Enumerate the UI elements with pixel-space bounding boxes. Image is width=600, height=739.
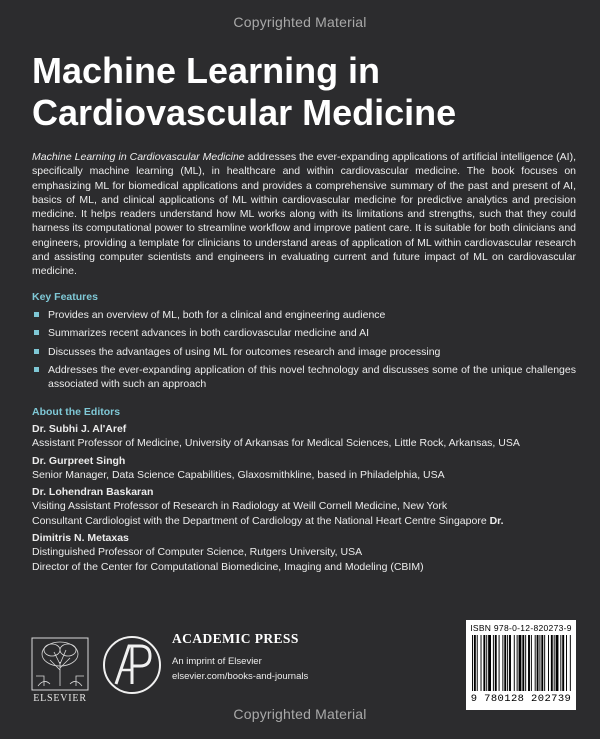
- barcode-bar: [560, 635, 561, 691]
- barcode-bar: [486, 635, 487, 691]
- barcode-bar: [537, 635, 539, 691]
- bullet-square-icon: [34, 367, 39, 372]
- editor-entry: [32, 454, 576, 483]
- bullet-square-icon: [34, 349, 39, 354]
- barcode-bars: [470, 635, 572, 691]
- editor-affiliation: Assistant Professor of Medicine, University of Arkansas for Medical Sciences, Little Rock, Arkansas, USA: [32, 437, 520, 450]
- barcode-bar: [531, 635, 532, 691]
- bullet-square-icon: [34, 312, 39, 317]
- editor-affiliation: Distinguished Professor of Computer Science, Rutgers University, USA: [32, 546, 363, 559]
- barcode-bar: [566, 635, 567, 691]
- editor-entry: [32, 422, 576, 451]
- copyright-watermark-bottom: Copyrighted Material: [233, 706, 367, 722]
- barcode-bar: [528, 635, 530, 691]
- barcode-bar: [544, 635, 545, 691]
- barcode-bar: [509, 635, 511, 691]
- title-line-2: Cardiovascular Medicine: [32, 92, 457, 133]
- editor-name: Dr. Gurpreet Singh: [32, 454, 126, 467]
- barcode-bar: [562, 635, 564, 691]
- barcode-bar: [539, 635, 540, 691]
- key-feature-item: Provides an overview of ML, both for a clinical and engineering audience: [32, 308, 576, 322]
- barcode-bar: [525, 635, 526, 691]
- isbn-barcode: [466, 620, 576, 710]
- barcode-bar: [483, 635, 485, 691]
- barcode-bar: [477, 635, 478, 691]
- key-feature-item: Summarizes recent advances in both cardiovascular medicine and AI: [32, 326, 576, 340]
- barcode-bar: [472, 635, 473, 691]
- barcode-digits: 9 780128 202739: [470, 693, 572, 705]
- elsevier-tree-logo-icon: [30, 636, 90, 700]
- barcode-bar: [502, 635, 503, 691]
- barcode-bar: [507, 635, 508, 691]
- barcode-bar: [570, 635, 571, 691]
- barcode-bar: [493, 635, 494, 691]
- editor-entry: [32, 485, 576, 528]
- book-title: [32, 50, 572, 134]
- key-features-list: [32, 308, 576, 395]
- barcode-bar: [499, 635, 500, 691]
- barcode-bar: [556, 635, 559, 691]
- academic-press-name: ACADEMIC PRESS: [172, 631, 299, 646]
- barcode-bar: [495, 635, 497, 691]
- elsevier-wordmark: ELSEVIER: [33, 693, 87, 704]
- editor-affiliation: Visiting Assistant Professor of Research in Radiology at Weill Cornell Medicine, New York: [32, 500, 448, 513]
- publisher-block: [172, 632, 308, 684]
- barcode-bar: [541, 635, 543, 691]
- description-italic-title: Machine Learning in Cardiovascular Medicine: [32, 151, 245, 163]
- academic-press-logo-icon: [102, 634, 162, 696]
- editor-name: Dimitris N. Metaxas: [32, 532, 129, 545]
- barcode-bar: [474, 635, 476, 691]
- barcode-bar: [504, 635, 506, 691]
- editor-affiliation-2: Consultant Cardiologist with the Department of Cardiology at the National Heart Centre Singapore Dr.: [32, 514, 504, 527]
- key-feature-item: Addresses the ever-expanding application of this novel technology and discusses some of the unique challenges associated with such an approach: [32, 363, 576, 392]
- editor-name: Dr. Lohendran Baskaran: [32, 486, 154, 499]
- isbn-label: ISBN 978-0-12-820273-9: [470, 623, 572, 633]
- key-feature-item: Discusses the advantages of using ML for outcomes research and image processing: [32, 345, 576, 359]
- editor-affiliation: Senior Manager, Data Science Capabilities, Glaxosmithkline, based in Philadelphia, USA: [32, 468, 445, 481]
- editors-list: [32, 422, 576, 577]
- barcode-bar: [554, 635, 555, 691]
- barcode-bar: [488, 635, 491, 691]
- editor-entry: [32, 531, 576, 574]
- title-line-1: Machine Learning in: [32, 50, 381, 91]
- barcode-bar: [522, 635, 524, 691]
- editor-name: Dr. Subhi J. Al'Aref: [32, 423, 127, 435]
- barcode-bar: [535, 635, 536, 691]
- key-features-heading: Key Features: [32, 291, 98, 303]
- description-body: addresses the ever-expanding applications of artificial intelligence (AI), specifically machine learning (ML), in healthcare and within cardiovascular medicine. The book focuses on emphasizing ML for biomedical applications and provides a comprehensive summary of the past and present of AI, basics of ML, and clinical applications of ML within cardiovascular medicine for predictive analytics and precision medicine. It helps readers understand how ML works along with its limitations and strengths, such that they could harness its computational power to streamline workflow and improve patient care. It is suitable for both clinicians and engineers, providing a template for clinicians to understand areas of application of ML within cardiovascular research and assisting computer scientists and engineers in evaluating current and future impact of ML on cardiovascular medicine.: [32, 151, 576, 278]
- barcode-bar: [548, 635, 549, 691]
- barcode-bar: [551, 635, 553, 691]
- bullet-square-icon: [34, 330, 39, 335]
- barcode-bar: [481, 635, 482, 691]
- copyright-watermark-top: Copyrighted Material: [233, 14, 367, 30]
- editor-affiliation-2: Director of the Center for Computational Biomedicine, Imaging and Modeling (CBIM): [32, 560, 424, 573]
- editor-affiliation-trail: Dr.: [489, 514, 504, 527]
- publisher-url: elsevier.com/books-and-journals: [172, 671, 309, 682]
- book-description: [32, 150, 576, 279]
- imprint-text: An imprint of Elsevier: [172, 656, 262, 667]
- barcode-bar: [514, 635, 515, 691]
- barcode-bar: [519, 635, 522, 691]
- barcode-bar: [517, 635, 518, 691]
- about-editors-heading: About the Editors: [32, 406, 121, 418]
